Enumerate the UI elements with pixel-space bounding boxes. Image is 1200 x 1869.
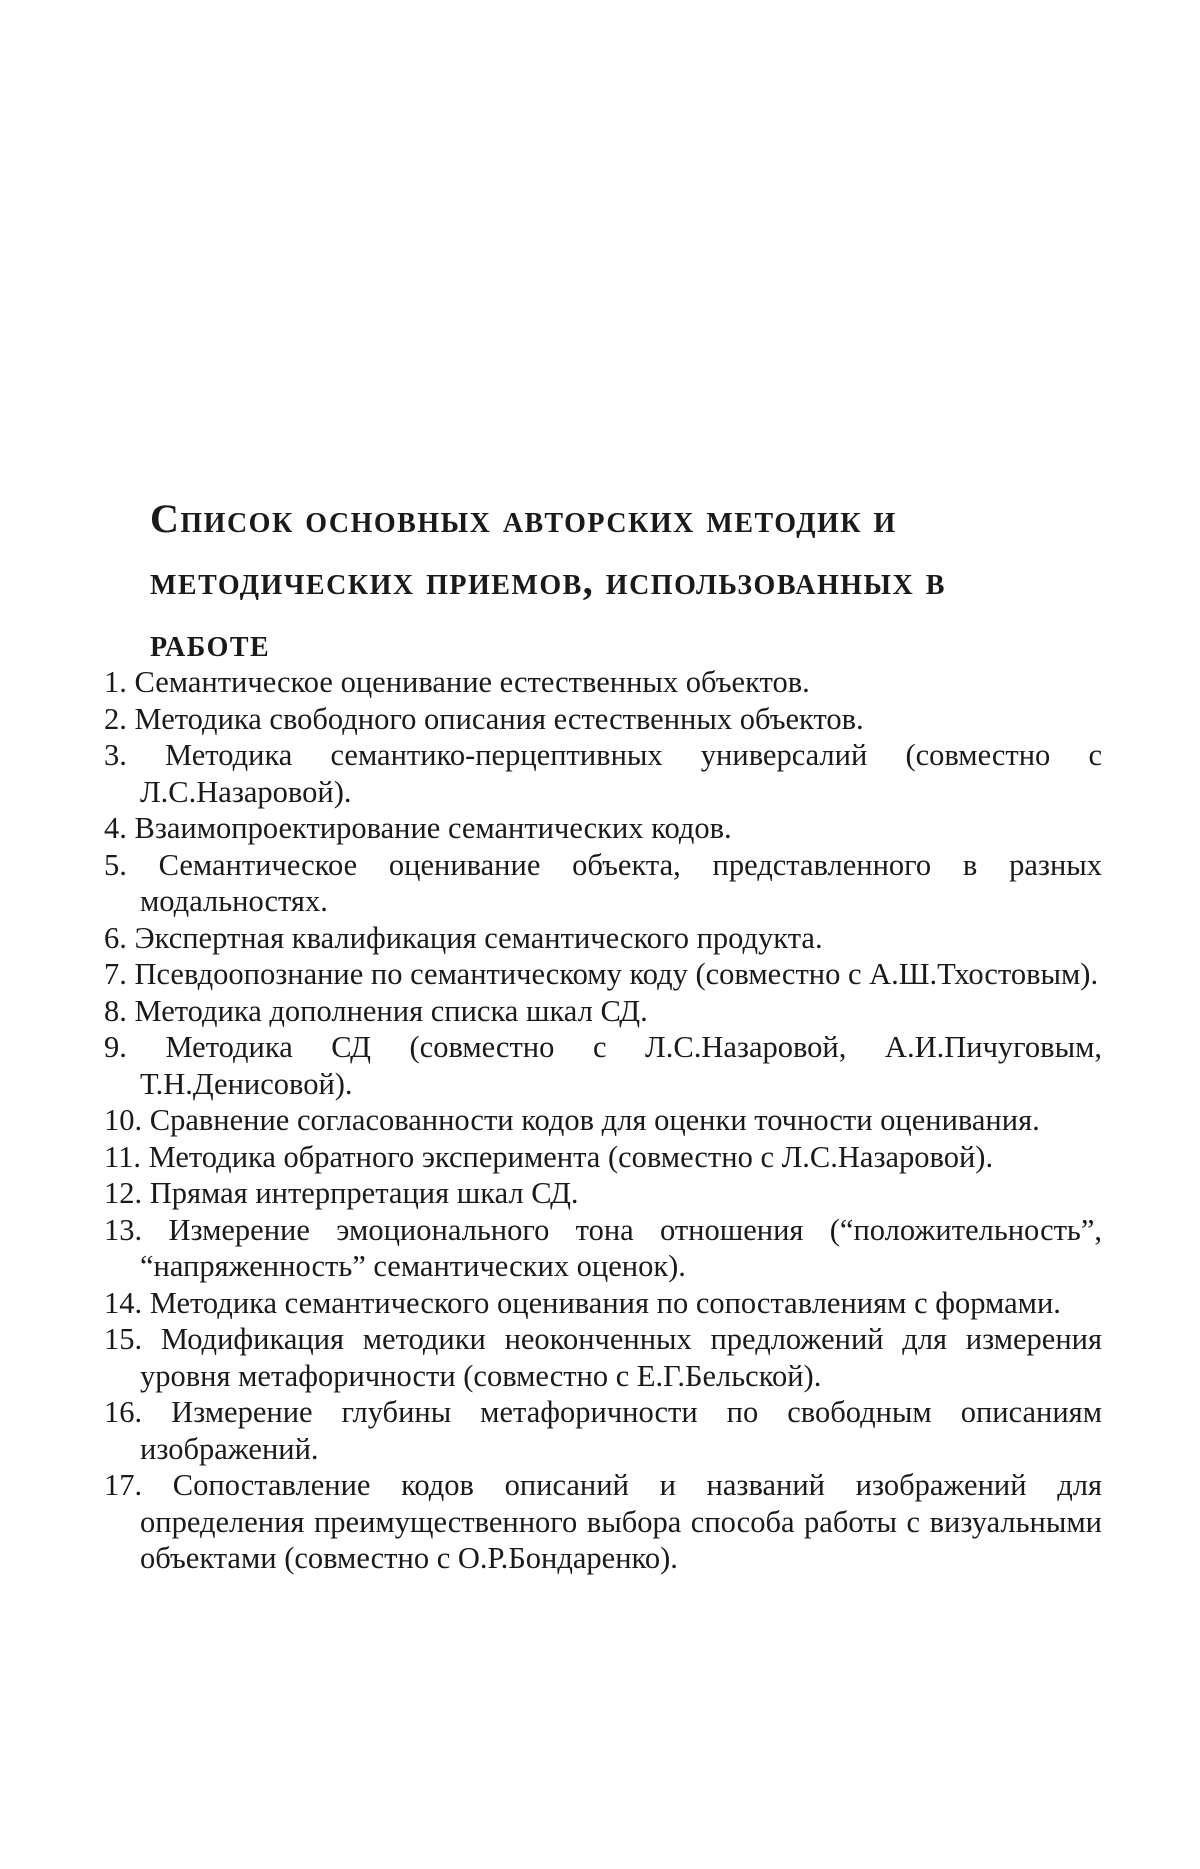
- item-text: Методика СД (совместно с Л.С.Назаровой, А.И.Пичуговым, Т.Н.Денисовой).: [140, 1030, 1102, 1101]
- item-text: Семантическое оценивание естественных объектов.: [135, 665, 810, 699]
- list-item: [104, 956, 1102, 993]
- item-text: Методика семантико-перцептивных универсалий (совместно с Л.С.Назаровой).: [140, 738, 1102, 809]
- item-number: 2.: [104, 702, 127, 736]
- item-number: 10.: [104, 1103, 142, 1137]
- item-number: 14.: [104, 1286, 142, 1320]
- item-number: 8.: [104, 994, 127, 1028]
- item-text: Методика дополнения списка шкал СД.: [135, 994, 648, 1028]
- item-text: Измерение глубины метафоричности по свободным описаниям изображений.: [140, 1395, 1102, 1466]
- list-item: [104, 1212, 1102, 1285]
- item-number: 7.: [104, 957, 127, 991]
- heading-line-2: методических приемов, использованных в: [150, 558, 946, 603]
- item-text: Экспертная квалификация семантического продукта.: [135, 921, 823, 955]
- item-number: 17.: [104, 1468, 142, 1502]
- list-item: [104, 920, 1102, 957]
- item-text: Методика свободного описания естественных объектов.: [135, 702, 864, 736]
- item-number: 13.: [104, 1213, 142, 1247]
- item-text: Сопоставление кодов описаний и названий изображений для определения преимущественного выбора способа работы с визуальными объектами (совместно с О.Р.Бондаренко).: [140, 1468, 1102, 1575]
- item-text: Семантическое оценивание объекта, представленного в разных модальностях.: [140, 848, 1102, 919]
- item-number: 5.: [104, 848, 127, 882]
- item-number: 6.: [104, 921, 127, 955]
- item-number: 4.: [104, 811, 127, 845]
- item-text: Измерение эмоционального тона отношения (“положительность”, “напряженность” семантических оценок).: [140, 1213, 1102, 1284]
- list-item: [104, 847, 1102, 920]
- item-number: 12.: [104, 1176, 142, 1210]
- document-page: [0, 0, 1200, 1869]
- list-item: [104, 701, 1102, 738]
- list-item: [104, 1175, 1102, 1212]
- item-text: Сравнение согласованности кодов для оценки точности оценивания.: [150, 1103, 1040, 1137]
- list-item: [104, 737, 1102, 810]
- item-text: Псевдоопознание по семантическому коду (совместно с А.Ш.Тхостовым).: [135, 957, 1099, 991]
- list-item: [104, 810, 1102, 847]
- list-item: [104, 1394, 1102, 1467]
- list-item: [104, 1139, 1102, 1176]
- item-text: Прямая интерпретация шкал СД.: [150, 1176, 579, 1210]
- item-number: 11.: [104, 1140, 141, 1174]
- section-heading: [150, 488, 1050, 674]
- item-text: Методика семантического оценивания по сопоставлениям с формами.: [150, 1286, 1061, 1320]
- methods-list: [104, 664, 1102, 1577]
- item-number: 16.: [104, 1395, 142, 1429]
- list-item: [104, 1321, 1102, 1394]
- list-item: [104, 1102, 1102, 1139]
- list-item: [104, 1467, 1102, 1577]
- item-text: Методика обратного эксперимента (совместно с Л.С.Назаровой).: [149, 1140, 993, 1174]
- item-number: 9.: [104, 1030, 127, 1064]
- item-number: 15.: [104, 1322, 142, 1356]
- item-number: 1.: [104, 665, 127, 699]
- list-item: [104, 993, 1102, 1030]
- item-text: Модификация методики неоконченных предложений для измерения уровня метафоричности (совместно с Е.Г.Бельской).: [140, 1322, 1102, 1393]
- item-text: Взаимопроектирование семантических кодов.: [135, 811, 732, 845]
- heading-line-1: Список основных авторских методик и: [150, 496, 897, 541]
- item-number: 3.: [104, 738, 127, 772]
- list-item: [104, 1029, 1102, 1102]
- list-item: [104, 1285, 1102, 1322]
- heading-line-3: работе: [150, 620, 270, 665]
- list-item: [104, 664, 1102, 701]
